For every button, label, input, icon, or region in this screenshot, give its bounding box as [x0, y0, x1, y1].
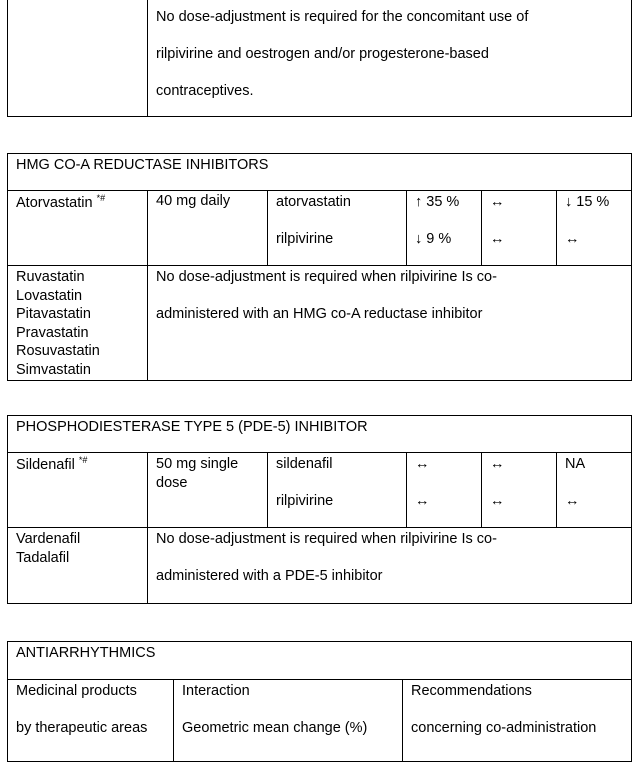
pde5-list-cell [8, 528, 148, 604]
analyte-cell [268, 453, 407, 528]
footnote-mark: *# [78, 455, 88, 465]
drug-name: Lovastatin [16, 287, 83, 304]
drug-name: Simvastatin [16, 361, 91, 378]
cmax-value: NA [565, 456, 586, 472]
column-header-recommendations [403, 680, 632, 762]
analyte-name: rilpivirine [276, 230, 334, 247]
header-line: concerning co-administration [411, 719, 597, 736]
cmin-value: ↔ [490, 456, 505, 472]
analyte-name: rilpivirine [276, 492, 334, 509]
antiarrhythmics-section-title: ANTIARRHYTHMICS [8, 642, 632, 680]
statin-list-cell [8, 266, 148, 381]
statin-recommendation [148, 266, 632, 381]
drug-name: Ruvastatin [16, 269, 85, 285]
cmin-value: ↔ [490, 230, 505, 247]
footnote-mark: *# [96, 193, 106, 203]
empty-drug-cell [8, 0, 148, 117]
pde5-table [7, 415, 632, 604]
header-line: by therapeutic areas [16, 719, 148, 736]
hmg-coa-table [7, 153, 632, 381]
recommendation-line: No dose-adjustment is required when rilpivirine Is co- [156, 269, 497, 285]
drug-name: Atorvastatin [16, 195, 93, 211]
cmax-value: ↔ [565, 492, 580, 509]
auc-value: ↔ [415, 456, 430, 472]
cmax-cell [557, 191, 632, 266]
auc-value: ↑ 35 % [415, 194, 460, 210]
drug-name: Pravastatin [16, 324, 89, 341]
contraceptives-table [7, 0, 632, 117]
header-line: Medicinal products [16, 683, 137, 699]
header-line: Interaction [182, 683, 250, 699]
dose-value: 50 mg single [156, 456, 239, 472]
drug-name: Rosuvastatin [16, 343, 100, 360]
cmax-cell [557, 453, 632, 528]
recommendation-line: No dose-adjustment is required for the concomitant use of [156, 9, 529, 25]
analyte-name: atorvastatin [276, 194, 351, 210]
pde5-recommendation [148, 528, 632, 604]
cmin-value: ↔ [490, 492, 505, 509]
recommendation-line: contraceptives. [156, 83, 254, 99]
pde5-section-title: PHOSPHODIESTERASE TYPE 5 (PDE-5) INHIBITOR [8, 416, 632, 453]
column-header-interaction [174, 680, 403, 762]
cmin-cell [482, 191, 557, 266]
sildenafil-cell [8, 453, 148, 528]
cmin-cell [482, 453, 557, 528]
auc-cell [407, 453, 482, 528]
contraceptives-recommendation [148, 0, 632, 117]
auc-value: ↓ 9 % [415, 230, 452, 247]
auc-cell [407, 191, 482, 266]
dose-value: dose [156, 474, 188, 491]
cmin-value: ↔ [490, 194, 505, 210]
hmg-section-title: HMG CO-A REDUCTASE INHIBITORS [8, 154, 632, 191]
drug-name: Pitavastatin [16, 306, 91, 323]
analyte-name: sildenafil [276, 456, 333, 472]
drug-name: Vardenafil [16, 531, 81, 547]
analyte-cell [268, 191, 407, 266]
dose-value: 40 mg daily [156, 193, 231, 209]
header-line: Recommendations [411, 683, 532, 699]
antiarrhythmics-table [7, 641, 632, 762]
recommendation-line: rilpivirine and oestrogen and/or progesterone-based [156, 46, 489, 62]
drug-name: Sildenafil [16, 457, 75, 473]
cmax-value: ↓ 15 % [565, 194, 610, 210]
recommendation-line: administered with an HMG co-A reductase inhibitor [156, 305, 483, 322]
drug-name: Tadalafil [16, 549, 70, 566]
auc-value: ↔ [415, 492, 430, 509]
dose-cell [148, 453, 268, 528]
cmax-value: ↔ [565, 230, 580, 247]
atorvastatin-cell [8, 191, 148, 266]
dose-cell [148, 191, 268, 266]
recommendation-line: No dose-adjustment is required when rilpivirine Is co- [156, 531, 497, 547]
recommendation-line: administered with a PDE-5 inhibitor [156, 567, 383, 584]
header-line: Geometric mean change (%) [182, 719, 368, 736]
column-header-products [8, 680, 174, 762]
